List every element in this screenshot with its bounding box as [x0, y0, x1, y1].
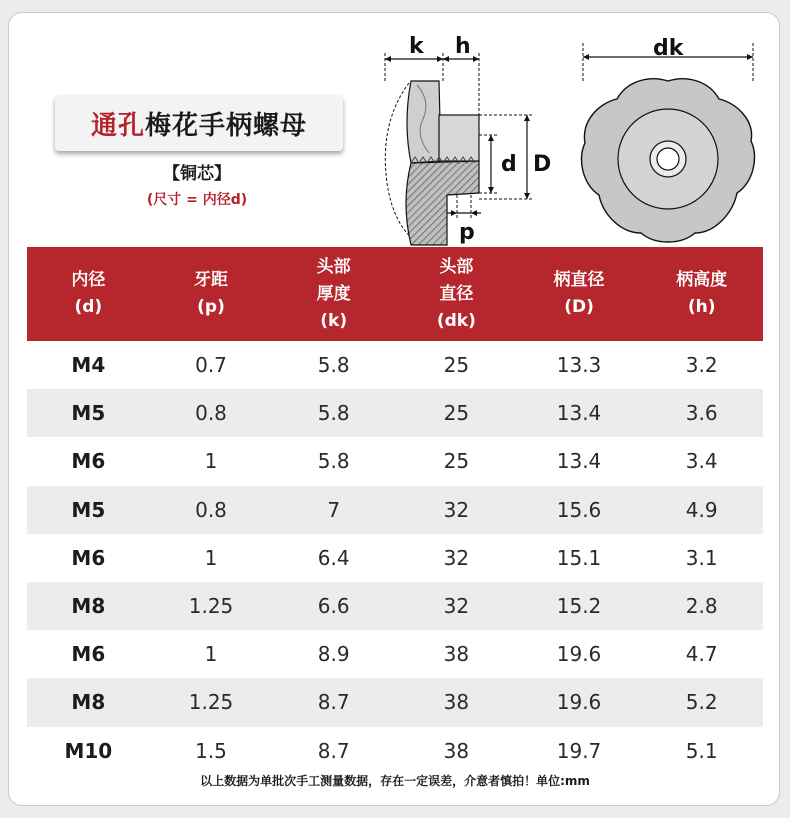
table-cell: 3.1: [685, 545, 718, 570]
table-cell: 1.5: [195, 738, 227, 763]
top-view-diagram: [569, 23, 771, 255]
header-line: (p): [197, 297, 225, 317]
col-header-inner-diameter: [27, 247, 150, 341]
header-line: (h): [687, 297, 716, 317]
header-line: 头部: [316, 256, 351, 277]
table-cell: 15.2: [556, 594, 602, 619]
header-line: (dk): [436, 310, 476, 331]
table-cell: 1.25: [188, 594, 234, 619]
table-cell: 3.2: [685, 353, 718, 378]
table-header: [27, 247, 763, 341]
table-cell: 8.7: [317, 690, 350, 715]
table-cell: 0.8: [195, 497, 227, 522]
title-main: 梅花手柄螺母: [145, 110, 308, 141]
table-cell: 6.6: [317, 594, 350, 619]
table-cell: M4: [71, 353, 106, 378]
table-row: [27, 437, 763, 485]
table-cell: 15.1: [556, 545, 602, 570]
header-line: (d): [74, 297, 103, 317]
table-cell: 5.8: [317, 401, 350, 426]
table-cell: 4.7: [685, 642, 718, 667]
table-cell: 4.9: [685, 497, 718, 522]
table-cell: M10: [64, 738, 113, 763]
table-cell: 5.8: [317, 353, 350, 378]
table-row: [27, 727, 763, 775]
title-highlight: 通孔: [90, 110, 145, 141]
col-header-shank-diameter: [518, 247, 641, 341]
table-cell: 0.7: [195, 353, 227, 378]
table-cell: 38: [443, 690, 470, 715]
table-cell: 32: [443, 497, 470, 522]
label-h: h: [455, 34, 471, 59]
table-cell: M6: [71, 545, 106, 570]
table-cell: 25: [443, 401, 470, 426]
table-cell: 1: [204, 545, 218, 570]
table-cell: 8.7: [317, 738, 350, 763]
header-line: 柄高度: [676, 270, 728, 290]
table-cell: 13.3: [556, 353, 602, 378]
col-header-head-thickness: [272, 247, 395, 341]
table-cell: 5.1: [685, 738, 718, 763]
table-row: [27, 630, 763, 678]
table-cell: 32: [443, 594, 470, 619]
size-note: (尺寸 = 内径d): [146, 192, 248, 208]
spec-table: [27, 247, 763, 775]
header-line: 直径: [439, 283, 474, 304]
table-cell: 3.6: [685, 401, 718, 426]
table-cell: 2.8: [685, 594, 718, 619]
table-row: [27, 678, 763, 726]
header-line: 柄直径: [553, 270, 605, 290]
label-p: p: [459, 220, 475, 245]
col-header-shank-height: [640, 247, 763, 341]
table-cell: 0.8: [195, 401, 227, 426]
header-line: (k): [320, 310, 348, 331]
table-cell: 5.8: [317, 449, 350, 474]
footer-disclaimer: 以上数据为单批次手工测量数据，存在一定误差，介意者慎拍！单位:mm: [200, 774, 590, 788]
header-line: 厚度: [316, 283, 351, 304]
table-body: [27, 341, 763, 775]
table-cell: 38: [443, 642, 470, 667]
header-line: 内径: [71, 270, 106, 290]
table-cell: 19.6: [556, 642, 602, 667]
table-row: [27, 582, 763, 630]
table-cell: 15.6: [556, 497, 602, 522]
table-cell: 19.7: [556, 738, 602, 763]
table-cell: 5.2: [685, 690, 718, 715]
side-section-diagram: [371, 23, 571, 255]
header-line: (D): [564, 297, 594, 317]
table-cell: 13.4: [556, 449, 602, 474]
col-header-pitch: [150, 247, 273, 341]
header-line: 牙距: [194, 270, 228, 290]
spec-card: [8, 12, 780, 806]
table-cell: M6: [71, 642, 106, 667]
table-cell: M8: [71, 594, 106, 619]
table-row: [27, 389, 763, 437]
table-cell: 25: [443, 353, 470, 378]
label-d: d: [501, 152, 517, 177]
table-cell: 3.4: [685, 449, 718, 474]
table-cell: 38: [443, 738, 470, 763]
table-row: [27, 534, 763, 582]
col-header-head-diameter: [395, 247, 518, 341]
material-subtitle: 【铜芯】: [163, 164, 231, 184]
product-title: [55, 95, 343, 151]
header-line: 头部: [439, 256, 474, 277]
label-dk: dk: [653, 36, 684, 61]
table-cell: 6.4: [317, 545, 350, 570]
table-cell: 13.4: [556, 401, 602, 426]
table-cell: M5: [71, 401, 106, 426]
table-cell: M8: [71, 690, 106, 715]
table-cell: 19.6: [556, 690, 602, 715]
table-cell: 1: [204, 449, 218, 474]
table-row: [27, 341, 763, 389]
table-cell: M6: [71, 449, 106, 474]
table-cell: 25: [443, 449, 470, 474]
table-cell: 7: [327, 497, 341, 522]
label-D: D: [533, 152, 552, 177]
table-cell: 32: [443, 545, 470, 570]
table-row: [27, 486, 763, 534]
label-k: k: [409, 34, 424, 59]
table-cell: 1: [204, 642, 218, 667]
table-cell: 8.9: [317, 642, 350, 667]
table-cell: 1.25: [188, 690, 234, 715]
table-cell: M5: [71, 497, 106, 522]
